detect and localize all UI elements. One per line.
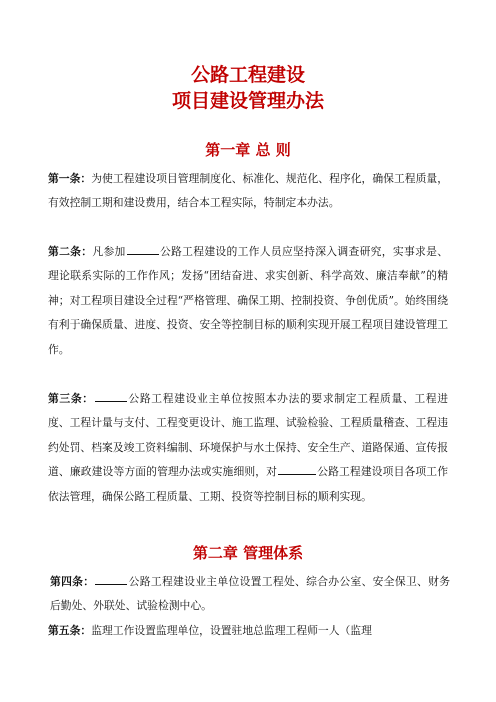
- article-text-cont: 公路工程建设项目各项工作依法管理，确保公路工程质量、工期、投资等控制目标的顺利实现。: [48, 465, 449, 503]
- blank-underline: [95, 574, 127, 585]
- article-text-pre: 凡参加: [92, 245, 126, 258]
- article-4: [50, 570, 450, 619]
- article-label: 第三条：: [48, 392, 94, 405]
- article-text: 公路工程建设业主单位设置工程处、综合办公室、安全保卫、财务后勤处、外联处、试验检测中心。: [50, 575, 451, 613]
- article-5: [48, 619, 448, 643]
- article-text: 公路工程建设的工作人员应坚持深入调查研究，实事求是、理论联系实际的工作作风；发扬“团结奋进、求实创新、科学高效、廉洁奉献”的精神；对工程项目建设全过程“严格管理、确保工期、控制投资、争创优质”。始终围绕有利于确保质量、进度、投资、安全等控制目标的顺利实现开展工程项目建设管理工作。: [48, 245, 449, 356]
- article-label: 第二条：: [48, 245, 93, 258]
- chapter-heading-2: 第二章 管理体系: [192, 544, 304, 562]
- article-text: 为使工程建设项目管理制度化、标准化、规范化、程序化，确保工程质量，有效控制工期和建设费用，结合本工程实际，特制定本办法。: [48, 172, 449, 210]
- document-title-line2: 项目建设管理办法: [171, 90, 324, 112]
- article-label: 第五条：: [48, 624, 92, 637]
- blank-underline: [278, 464, 316, 475]
- article-label: 第四条：: [50, 575, 95, 588]
- article-text: 监理工作设置监理单位，设置驻地总监理工程师一人（监理: [91, 624, 372, 637]
- blank-underline: [127, 244, 159, 255]
- article-2: [48, 240, 448, 362]
- chapter-heading-1: 第一章 总 则: [205, 141, 291, 159]
- article-label: 第一条：: [48, 172, 92, 185]
- article-text: 公路工程建设业主单位按照本办法的要求制定工程质量、工程进度、工程计量与支付、工程变更设计、施工监理、试验检验、工程质量稽查、工程违约处罚、档案及竣工资料编制、环境保护与水土保持、安全生产、道路保通、宣传报道、廉政建设等方面的管理办法或实施细则，对: [48, 392, 448, 479]
- blank-underline: [95, 391, 127, 402]
- article-1: [48, 167, 448, 216]
- article-3: [48, 387, 448, 509]
- document-title-line1: 公路工程建设: [190, 64, 305, 86]
